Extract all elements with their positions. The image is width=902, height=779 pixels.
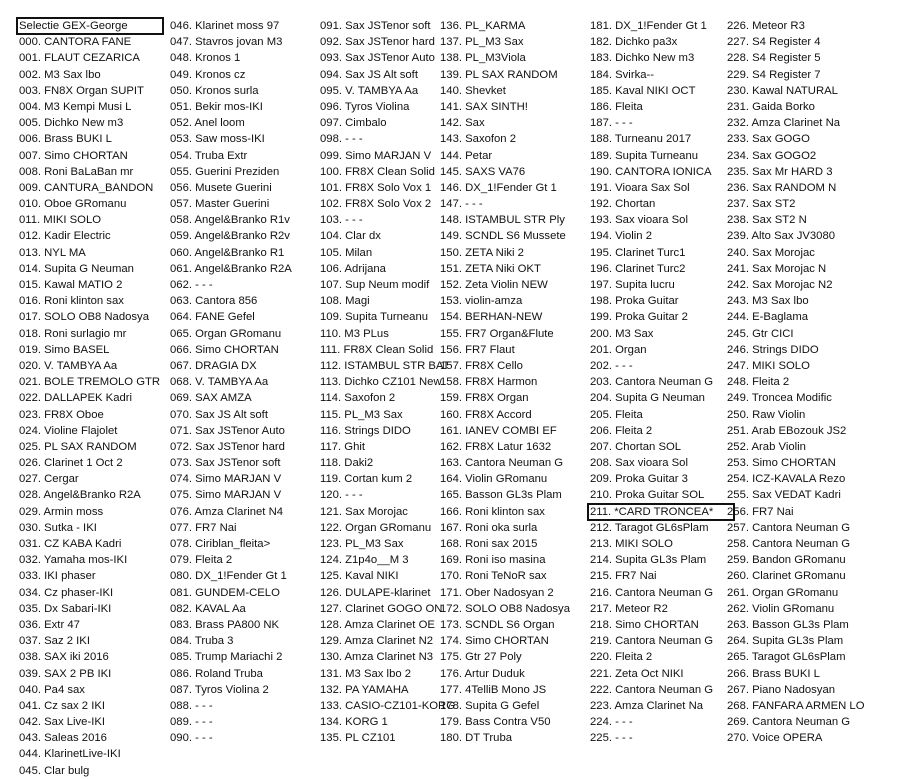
voice-list-item[interactable]: 221. Zeta Oct NIKI	[590, 667, 684, 680]
voice-list-item[interactable]: 164. Violin GRomanu	[440, 473, 548, 486]
voice-list-item[interactable]: 125. Kaval NIKI	[320, 570, 399, 583]
voice-list-item[interactable]: 228. S4 Register 5	[727, 52, 821, 65]
voice-list-item[interactable]: 169. Roni iso masina	[440, 554, 546, 567]
voice-list-item[interactable]: 008. Roni BaLaBan mr	[19, 165, 134, 178]
voice-list-item[interactable]: 212. Taragot GL6sPlam	[590, 521, 709, 534]
voice-list-item[interactable]: 093. Sax JSTenor Auto	[320, 52, 435, 65]
voice-list-item[interactable]: 003. FN8X Organ SUPIT	[19, 84, 144, 97]
voice-list-item[interactable]: 112. ISTAMBUL STR BAT	[320, 359, 450, 372]
voice-list-item[interactable]: 105. Milan	[320, 246, 373, 259]
voice-list-item[interactable]: 113. Dichko CZ101 New	[320, 376, 442, 389]
voice-list-item[interactable]: 057. Master Guerini	[170, 198, 270, 211]
voice-list-item[interactable]: 099. Simo MARJAN V	[320, 149, 432, 162]
voice-list-item[interactable]: 115. PL_M3 Sax	[320, 408, 403, 421]
voice-list-item[interactable]: 231. Gaida Borko	[727, 100, 815, 113]
voice-list-item[interactable]: 224. - - -	[590, 716, 633, 729]
voice-list-item[interactable]: 136. PL_KARMA	[440, 20, 526, 32]
voice-list-item[interactable]: 261. Organ GRomanu	[727, 586, 839, 599]
voice-list-item[interactable]: 035. Dx Sabari-IKI	[19, 602, 112, 615]
voice-list-item[interactable]: 015. Kawal MATIO 2	[19, 279, 123, 291]
voice-list-item[interactable]: 085. Trump Mariachi 2	[170, 651, 283, 664]
voice-list-item[interactable]: 051. Bekir mos-IKI	[170, 100, 263, 113]
voice-list-item[interactable]: 153. violin-amza	[440, 295, 523, 308]
voice-list-item[interactable]: 215. FR7 Nai	[590, 570, 657, 583]
voice-list-item[interactable]: 168. Roni sax 2015	[440, 538, 538, 550]
voice-list-item-selected[interactable]: 211. *CARD TRONCEA*	[588, 504, 734, 520]
voice-list-item[interactable]: 176. Artur Duduk	[440, 667, 525, 680]
voice-list-item[interactable]: 054. Truba Extr	[170, 149, 248, 162]
voice-list-item[interactable]: 238. Sax ST2 N	[727, 214, 807, 227]
voice-list-item[interactable]: 140. Shevket	[440, 84, 506, 97]
voice-list-item[interactable]: 023. FR8X Oboe	[19, 408, 104, 421]
voice-list-item[interactable]: 178. Supita G Gefel	[440, 699, 540, 712]
voice-list-item[interactable]: 095. V. TAMBYA Aa	[320, 84, 419, 97]
voice-list-item[interactable]: 097. Cimbalo	[320, 117, 387, 130]
voice-list-item[interactable]: 258. Cantora Neuman G	[727, 538, 851, 550]
voice-list-item[interactable]: 262. Violin GRomanu	[727, 602, 835, 615]
voice-list-item[interactable]: 049. Kronos cz	[170, 68, 246, 81]
voice-list-item[interactable]: 186. Fleita	[590, 100, 643, 113]
voice-list-item[interactable]: 248. Fleita 2	[727, 376, 790, 389]
voice-list-item[interactable]: 242. Sax Morojac N2	[727, 279, 833, 291]
voice-list-item[interactable]: 170. Roni TeNoR sax	[440, 570, 547, 583]
voice-list-item[interactable]: 209. Proka Guitar 3	[590, 473, 688, 486]
voice-list-item[interactable]: 217. Meteor R2	[590, 602, 668, 615]
voice-list-item[interactable]: 066. Simo CHORTAN	[170, 343, 279, 356]
voice-list-item[interactable]: 094. Sax JS Alt soft	[320, 68, 418, 81]
voice-list-item[interactable]: 069. SAX AMZA	[170, 392, 252, 405]
voice-list-item[interactable]: 100. FR8X Clean Solid	[320, 165, 435, 178]
voice-column-2	[168, 18, 318, 746]
voice-list-item[interactable]: 195. Clarinet Turc1	[590, 246, 686, 259]
voice-list-item[interactable]: 050. Kronos surla	[170, 84, 259, 97]
voice-list-item[interactable]: 019. Simo BASEL	[19, 343, 110, 356]
voice-list-item[interactable]: 223. Amza Clarinet Na	[590, 699, 704, 712]
voice-list-item[interactable]: 048. Kronos 1	[170, 52, 241, 65]
voice-list-item[interactable]: 042. Sax Live-IKI	[19, 716, 106, 729]
voice-list-item[interactable]: 251. Arab EBozouk JS2	[727, 424, 847, 437]
voice-list-item[interactable]: 230. Kawal NATURAL	[727, 84, 838, 97]
voice-list-item[interactable]: 134. KORG 1	[320, 716, 388, 729]
voice-list-item[interactable]: 202. - - -	[590, 359, 633, 372]
voice-list-item[interactable]: 102. FR8X Solo Vox 2	[320, 198, 432, 211]
voice-list-item[interactable]: 163. Cantora Neuman G	[440, 457, 564, 470]
voice-list-item[interactable]: 077. FR7 Nai	[170, 521, 237, 534]
voice-list-item[interactable]: 263. Basson GL3s Plam	[727, 618, 849, 631]
voice-list-item[interactable]: 191. Vioara Sax Sol	[590, 181, 690, 194]
voice-list-item[interactable]: 130. Amza Clarinet N3	[320, 651, 434, 664]
voice-list-item[interactable]: 252. Arab Violin	[727, 440, 806, 453]
voice-list-item[interactable]: 150. ZETA Niki 2	[440, 246, 524, 259]
voice-list-item[interactable]: 179. Bass Contra V50	[440, 716, 551, 729]
voice-list-item[interactable]: 026. Clarinet 1 Oct 2	[19, 457, 123, 470]
voice-list-item[interactable]: 045. Clar bulg	[19, 764, 90, 777]
voice-list-item[interactable]: 255. Sax VEDAT Kadri	[727, 489, 841, 502]
voice-list-item[interactable]: 044. KlarinetLive-IKI	[19, 748, 121, 761]
voice-list-item[interactable]: 091. Sax JSTenor soft	[320, 20, 431, 32]
voice-list-item[interactable]: 024. Violine Flajolet	[19, 424, 118, 437]
voice-list-item[interactable]: 147. - - -	[440, 198, 483, 211]
voice-list-item[interactable]: 025. PL SAX RANDOM	[19, 440, 137, 453]
voice-list-item[interactable]: 078. Ciriblan_fleita>	[170, 538, 271, 550]
voice-list-item[interactable]: 062. - - -	[170, 279, 213, 291]
voice-list-item[interactable]: 104. Clar dx	[320, 230, 381, 243]
voice-list-item[interactable]: 219. Cantora Neuman G	[590, 635, 714, 648]
voice-list-item[interactable]: 225. - - -	[590, 732, 633, 745]
voice-list-item[interactable]: 135. PL CZ101	[320, 732, 396, 745]
voice-list-item[interactable]: 119. Cortan kum 2	[320, 473, 413, 486]
voice-list-item[interactable]: 267. Piano Nadosyan	[727, 683, 836, 696]
voice-list-item[interactable]: 089. - - -	[170, 716, 213, 729]
voice-list-item[interactable]: 174. Simo CHORTAN	[440, 635, 549, 648]
voice-column-4	[438, 18, 588, 746]
voice-column-6	[725, 18, 875, 746]
voice-list-item[interactable]: 124. Z1p4o__M 3	[320, 554, 409, 567]
voice-list-item[interactable]: 159. FR8X Organ	[440, 392, 529, 405]
voice-list-item[interactable]: 260. Clarinet GRomanu	[727, 570, 846, 583]
voice-list-item[interactable]: 086. Roland Truba	[170, 667, 263, 680]
voice-list-item[interactable]: 264. Supita GL3s Plam	[727, 635, 844, 648]
voice-list-item[interactable]: 162. FR8X Latur 1632	[440, 440, 552, 453]
voice-list-item[interactable]: 129. Amza Clarinet N2	[320, 635, 434, 648]
voice-list-item[interactable]: 040. Pa4 sax	[19, 683, 85, 696]
voice-list-item[interactable]: 084. Truba 3	[170, 635, 234, 648]
voice-list-item[interactable]: 189. Supita Turneanu	[590, 149, 699, 162]
voice-list-item[interactable]: 027. Cergar	[19, 473, 79, 486]
voice-list-item[interactable]: 073. Sax JSTenor soft	[170, 457, 281, 470]
voice-list-item[interactable]: 028. Angel&Branko R2A	[19, 489, 141, 502]
voice-list-item[interactable]: 200. M3 Sax	[590, 327, 654, 340]
voice-list-item[interactable]: 063. Cantora 856	[170, 295, 258, 308]
voice-list-item[interactable]: 236. Sax RANDOM N	[727, 181, 837, 194]
voice-list-item[interactable]: 116. Strings DIDO	[320, 424, 411, 437]
voice-list-item[interactable]: 229. S4 Register 7	[727, 68, 821, 81]
voice-list-item[interactable]: 120. - - -	[320, 489, 363, 502]
voice-list-item[interactable]: 233. Sax GOGO	[727, 133, 810, 146]
voice-list-item[interactable]: 192. Chortan	[590, 198, 656, 211]
voice-list-item[interactable]: 143. Saxofon 2	[440, 133, 517, 146]
voice-list-item[interactable]: 158. FR8X Harmon	[440, 376, 538, 389]
voice-list-item[interactable]: 133. CASIO-CZ101-KORG	[320, 699, 455, 712]
voice-list-item[interactable]: 006. Brass BUKI L	[19, 133, 112, 146]
voice-list-item[interactable]: 064. FANE Gefel	[170, 311, 255, 324]
voice-list-item[interactable]: 117. Ghit	[320, 440, 366, 453]
voice-list-item[interactable]: 082. KAVAL Aa	[170, 602, 246, 615]
voice-list-item[interactable]: 268. FANFARA ARMEN LO	[727, 699, 865, 712]
voice-list-item[interactable]: 034. Cz phaser-IKI	[19, 586, 114, 599]
voice-list-item[interactable]: 083. Brass PA800 NK	[170, 618, 280, 631]
voice-list-item[interactable]: 218. Simo CHORTAN	[590, 618, 699, 631]
voice-list-item[interactable]: 036. Extr 47	[19, 618, 80, 631]
voice-list-item[interactable]: 154. BERHAN-NEW	[440, 311, 543, 324]
voice-list-item[interactable]: 032. Yamaha mos-IKI	[19, 554, 128, 567]
voice-list-item[interactable]: 018. Roni surlagio mr	[19, 327, 127, 340]
voice-list-item[interactable]: 058. Angel&Branko R1v	[170, 214, 290, 227]
voice-list-item[interactable]: 022. DALLAPEK Kadri	[19, 392, 133, 405]
voice-list-item[interactable]: 092. Sax JSTenor hard	[320, 36, 435, 49]
voice-list-item[interactable]: 021. BOLE TREMOLO GTR	[19, 376, 161, 389]
voice-list-item[interactable]: 017. SOLO OB8 Nadosya	[19, 311, 149, 324]
voice-list-item[interactable]: 046. Klarinet moss 97	[170, 20, 280, 32]
voice-list-item[interactable]: 013. NYL MA	[19, 246, 86, 259]
voice-list-item[interactable]: 152. Zeta Violin NEW	[440, 279, 548, 291]
voice-list-item[interactable]: 110. M3 PLus	[320, 327, 389, 340]
voice-list-item[interactable]: 235. Sax Mr HARD 3	[727, 165, 833, 178]
voice-list-item[interactable]: 246. Strings DIDO	[727, 343, 819, 356]
voice-list-item[interactable]: 177. 4TelliB Mono JS	[440, 683, 547, 696]
voice-list-item[interactable]: 165. Basson GL3s Plam	[440, 489, 562, 502]
voice-list-item[interactable]: 144. Petar	[440, 149, 493, 162]
voice-list-item[interactable]: 038. SAX iki 2016	[19, 651, 109, 664]
voice-list-item[interactable]: 043. Saleas 2016	[19, 732, 107, 745]
voice-list-item[interactable]: 249. Troncea Modific	[727, 392, 832, 405]
voice-list-item[interactable]: 237. Sax ST2	[727, 198, 796, 211]
voice-list-item[interactable]: 197. Supita lucru	[590, 279, 675, 291]
voice-list-item[interactable]: 201. Organ	[590, 343, 647, 356]
voice-list-item[interactable]: 148. ISTAMBUL STR Ply	[440, 214, 565, 227]
voice-list-item[interactable]: 055. Guerini Preziden	[170, 165, 280, 178]
voice-list-item[interactable]: 059. Angel&Branko R2v	[170, 230, 290, 243]
voice-list-item[interactable]: 010. Oboe GRomanu	[19, 198, 127, 211]
voice-list-item[interactable]: 005. Dichko New m3	[19, 117, 124, 130]
voice-list-item[interactable]: 065. Organ GRomanu	[170, 327, 282, 340]
voice-list-item[interactable]: 122. Organ GRomanu	[320, 521, 432, 534]
voice-list-item[interactable]: 107. Sup Neum modif	[320, 279, 430, 291]
voice-list-item[interactable]: 149. SCNDL S6 Mussete	[440, 230, 566, 243]
voice-list-item[interactable]: 020. V. TAMBYA Aa	[19, 359, 118, 372]
voice-list-item[interactable]: 183. Dichko New m3	[590, 52, 695, 65]
voice-list-item[interactable]: 232. Amza Clarinet Na	[727, 117, 841, 130]
voice-list-item[interactable]: 101. FR8X Solo Vox 1	[320, 181, 432, 194]
voice-list-item[interactable]: 108. Magi	[320, 295, 370, 308]
voice-list-item[interactable]: 016. Roni klinton sax	[19, 295, 124, 308]
voice-list-item[interactable]: 068. V. TAMBYA Aa	[170, 376, 269, 389]
voice-list-item[interactable]: 081. GUNDEM-CELO	[170, 586, 280, 599]
voice-list-item[interactable]: 199. Proka Guitar 2	[590, 311, 688, 324]
voice-list-item[interactable]: 007. Simo CHORTAN	[19, 149, 128, 162]
voice-list-item[interactable]: 076. Amza Clarinet N4	[170, 505, 284, 518]
voice-list-item[interactable]: 127. Clarinet GOGO ON	[320, 602, 443, 615]
voice-list-item[interactable]: 210. Proka Guitar SOL	[590, 489, 705, 502]
voice-list-item[interactable]: 208. Sax vioara Sol	[590, 457, 688, 470]
voice-list-item[interactable]: 131. M3 Sax lbo 2	[320, 667, 412, 680]
voice-list-item[interactable]: 053. Saw moss-IKI	[170, 133, 265, 146]
voice-list-item[interactable]: 181. DX_1!Fender Gt 1	[590, 20, 707, 32]
voice-list-item[interactable]: 257. Cantora Neuman G	[727, 521, 851, 534]
voice-list-item[interactable]: 245. Gtr CICI	[727, 327, 794, 340]
voice-list-item[interactable]: 198. Proka Guitar	[590, 295, 679, 308]
voice-list-item[interactable]: 220. Fleita 2	[590, 651, 653, 664]
voice-list-item[interactable]: 070. Sax JS Alt soft	[170, 408, 268, 421]
voice-list-item[interactable]: 128. Amza Clarinet OE	[320, 618, 435, 631]
voice-list-item[interactable]: 172. SOLO OB8 Nadosya	[440, 602, 570, 615]
voice-list-item[interactable]: 184. Svirka--	[590, 68, 655, 81]
voice-list-item[interactable]: 011. MIKI SOLO	[19, 214, 102, 227]
voice-list-item[interactable]: 000. CANTORA FANE	[19, 36, 132, 49]
voice-list-item[interactable]: 106. Adrijana	[320, 262, 386, 275]
voice-list-item[interactable]: 254. ICZ-KAVALA Rezo	[727, 473, 846, 486]
voice-list-item[interactable]: 074. Simo MARJAN V	[170, 473, 282, 486]
voice-list-item[interactable]: 196. Clarinet Turc2	[590, 262, 686, 275]
voice-list-item[interactable]: 071. Sax JSTenor Auto	[170, 424, 285, 437]
voice-list-item[interactable]: 166. Roni klinton sax	[440, 505, 545, 518]
voice-list-item[interactable]: 121. Sax Morojac	[320, 505, 408, 518]
voice-list-item[interactable]: 126. DULAPE-klarinet	[320, 586, 431, 599]
voice-list-item[interactable]: 243. M3 Sax lbo	[727, 295, 809, 308]
voice-list-item[interactable]: 171. Ober Nadosyan 2	[440, 586, 554, 599]
voice-list-item[interactable]: 075. Simo MARJAN V	[170, 489, 282, 502]
voice-list-item[interactable]: 173. SCNDL S6 Organ	[440, 618, 555, 631]
selection-title[interactable]: Selectie GEX-George	[17, 18, 163, 34]
voice-list-item[interactable]: 222. Cantora Neuman G	[590, 683, 714, 696]
voice-list-item[interactable]: 240. Sax Morojac	[727, 246, 815, 259]
voice-list-item[interactable]: 239. Alto Sax JV3080	[727, 230, 836, 243]
voice-list-item[interactable]: 096. Tyros Violina	[320, 100, 410, 113]
voice-list-item[interactable]: 203. Cantora Neuman G	[590, 376, 714, 389]
voice-list-item[interactable]: 103. - - -	[320, 214, 363, 227]
voice-list-item[interactable]: 072. Sax JSTenor hard	[170, 440, 285, 453]
voice-list-item[interactable]: 114. Saxofon 2	[320, 392, 396, 405]
voice-list-item[interactable]: 205. Fleita	[590, 408, 643, 421]
voice-list-item[interactable]: 161. IANEV COMBI EF	[440, 424, 557, 437]
voice-list-item[interactable]: 012. Kadir Electric	[19, 230, 111, 243]
voice-list-item[interactable]: 214. Supita GL3s Plam	[590, 554, 707, 567]
voice-list-item[interactable]: 141. SAX SINTH!	[440, 100, 528, 113]
voice-list-item[interactable]: 226. Meteor R3	[727, 20, 805, 32]
voice-list-item[interactable]: 088. - - -	[170, 699, 213, 712]
voice-list-item[interactable]: 061. Angel&Branko R2A	[170, 262, 292, 275]
voice-list-item[interactable]: 080. DX_1!Fender Gt 1	[170, 570, 287, 583]
voice-list-item[interactable]: 037. Saz 2 IKI	[19, 635, 90, 648]
voice-list-item[interactable]: 204. Supita G Neuman	[590, 392, 705, 405]
voice-list-item[interactable]: 039. SAX 2 PB IKI	[19, 667, 112, 680]
voice-list-item[interactable]: 234. Sax GOGO2	[727, 149, 817, 162]
voice-list-item[interactable]: 180. DT Truba	[440, 732, 513, 745]
voice-list-item[interactable]: 146. DX_1!Fender Gt 1	[440, 181, 557, 194]
voice-list-item[interactable]: 167. Roni oka surla	[440, 521, 538, 534]
voice-list-item[interactable]: 031. CZ KABA Kadri	[19, 538, 122, 550]
voice-list-item[interactable]: 213. MIKI SOLO	[590, 538, 673, 550]
voice-column-5	[588, 18, 738, 746]
voice-list-item[interactable]: 265. Taragot GL6sPlam	[727, 651, 846, 664]
voice-list-item[interactable]: 253. Simo CHORTAN	[727, 457, 836, 470]
voice-list-item[interactable]: 142. Sax	[440, 117, 485, 130]
voice-list-item[interactable]: 241. Sax Morojac N	[727, 262, 827, 275]
voice-list-item[interactable]: 193. Sax vioara Sol	[590, 214, 688, 227]
voice-list-item[interactable]: 123. PL_M3 Sax	[320, 538, 404, 550]
voice-list-item[interactable]: 151. ZETA Niki OKT	[440, 262, 541, 275]
voice-list-item[interactable]: 056. Musete Guerini	[170, 181, 272, 194]
voice-list-item[interactable]: 206. Fleita 2	[590, 424, 653, 437]
voice-list-item[interactable]: 014. Supita G Neuman	[19, 262, 134, 275]
voice-list-item[interactable]: 194. Violin 2	[590, 230, 652, 243]
voice-list-item[interactable]: 067. DRAGIA DX	[170, 359, 257, 372]
voice-list-item[interactable]: 001. FLAUT CEZARICA	[19, 52, 140, 65]
voice-list-item[interactable]: 109. Supita Turneanu	[320, 311, 429, 324]
voice-list-item[interactable]: 139. PL SAX RANDOM	[440, 68, 558, 81]
voice-list-item[interactable]: 137. PL_M3 Sax	[440, 36, 524, 49]
voice-list-item[interactable]: 175. Gtr 27 Poly	[440, 651, 522, 664]
voice-list-item[interactable]: 270. Voice OPERA	[727, 732, 823, 745]
voice-list-item[interactable]: 259. Bandon GRomanu	[727, 554, 846, 567]
voice-list-item[interactable]: 182. Dichko pa3x	[590, 36, 678, 49]
voice-list-item[interactable]: 041. Cz sax 2 IKI	[19, 699, 106, 712]
voice-list-item[interactable]: 029. Armin moss	[19, 505, 104, 518]
voice-list-item[interactable]: 155. FR7 Organ&Flute	[440, 327, 554, 340]
voice-list-item[interactable]: 009. CANTURA_BANDON	[19, 181, 154, 194]
voice-list-item[interactable]: 160. FR8X Accord	[440, 408, 532, 421]
voice-list-item[interactable]: 004. M3 Kempi Musi L	[19, 100, 132, 113]
voice-list-item[interactable]: 090. - - -	[170, 732, 213, 745]
voice-list-item[interactable]: 138. PL_M3Viola	[440, 52, 526, 65]
voice-list-item[interactable]: 079. Fleita 2	[170, 554, 233, 567]
voice-list-item[interactable]: 030. Sutka - IKI	[19, 521, 97, 534]
voice-list-item[interactable]: 033. IKI phaser	[19, 570, 96, 583]
voice-list-item[interactable]: 256. FR7 Nai	[727, 505, 794, 518]
voice-list-item[interactable]: 118. Daki2	[320, 457, 374, 470]
voice-list-item[interactable]: 132. PA YAMAHA	[320, 683, 409, 696]
voice-list-item[interactable]: 266. Brass BUKI L	[727, 667, 820, 680]
voice-list-item[interactable]: 098. - - -	[320, 133, 363, 146]
voice-list-item[interactable]: 002. M3 Sax lbo	[19, 68, 101, 81]
voice-list-item[interactable]: 227. S4 Register 4	[727, 36, 821, 49]
voice-list-item[interactable]: 157. FR8X Cello	[440, 359, 523, 372]
voice-list-item[interactable]: 060. Angel&Branko R1	[170, 246, 285, 259]
voice-list-item[interactable]: 185. Kaval NIKI OCT	[590, 84, 696, 97]
voice-list-item[interactable]: 087. Tyros Violina 2	[170, 683, 269, 696]
voice-list-item[interactable]: 187. - - -	[590, 117, 633, 130]
voice-list-item[interactable]: 269. Cantora Neuman G	[727, 716, 851, 729]
voice-list-item[interactable]: 190. CANTORA IONICA	[590, 165, 712, 178]
voice-list-item[interactable]: 244. E-Baglama	[727, 311, 809, 324]
voice-list-item[interactable]: 247. MIKI SOLO	[727, 359, 810, 372]
voice-list-item[interactable]: 216. Cantora Neuman G	[590, 586, 714, 599]
voice-list-item[interactable]: 156. FR7 Flaut	[440, 343, 515, 356]
voice-list-item[interactable]: 111. FR8X Clean Solid	[320, 343, 434, 356]
voice-column-1	[17, 18, 167, 779]
voice-list-item[interactable]: 145. SAXS VA76	[440, 165, 526, 178]
voice-list-item[interactable]: 047. Stavros jovan M3	[170, 36, 283, 49]
voice-list-item[interactable]: 188. Turneanu 2017	[590, 133, 692, 146]
voice-list-item[interactable]: 052. Anel loom	[170, 117, 245, 130]
voice-list-item[interactable]: 207. Chortan SOL	[590, 440, 682, 453]
voice-list-item[interactable]: 250. Raw Violin	[727, 408, 806, 421]
